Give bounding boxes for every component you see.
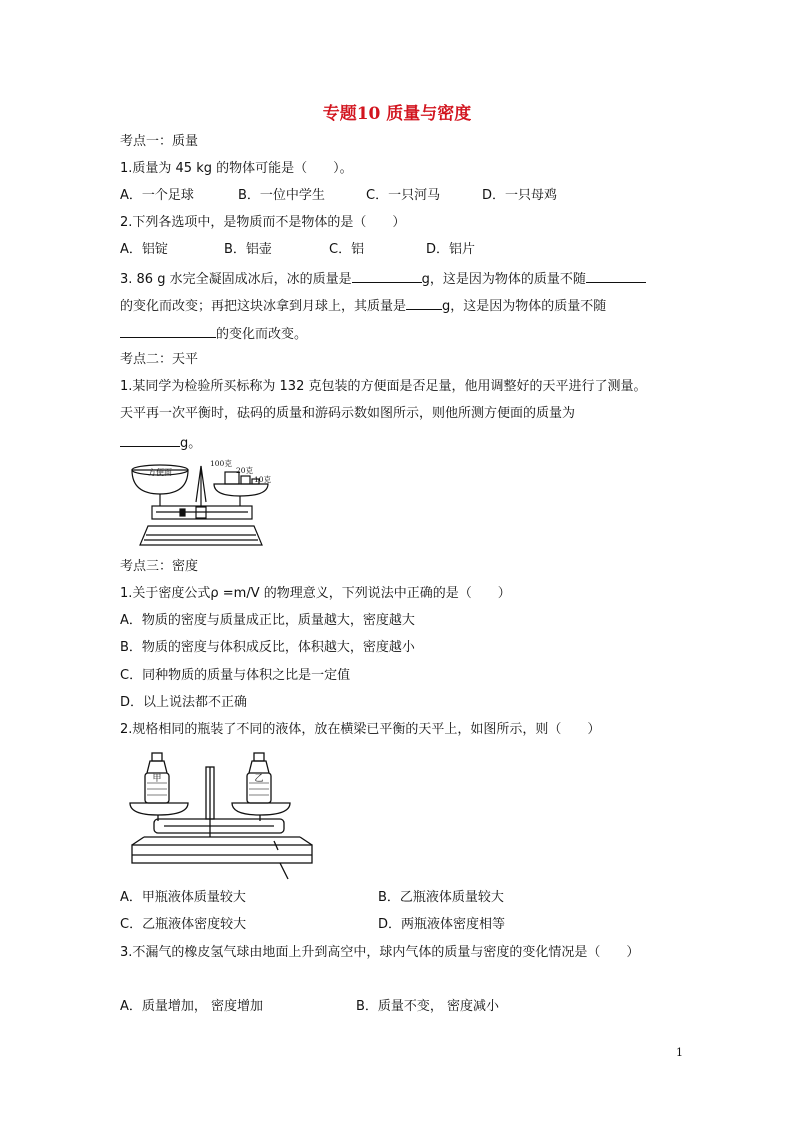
option-a: A．一个足球 xyxy=(120,188,194,203)
pan-label: 方便面 xyxy=(148,468,172,477)
question-text: 1.关于密度公式ρ =m/V 的物理意义，下列说法中正确的是（ ） xyxy=(120,586,511,601)
question-text: g，这是因为物体的质量不随 xyxy=(421,272,586,287)
question-line xyxy=(120,434,201,452)
option-d: D．两瓶液体密度相等 xyxy=(378,917,506,932)
question-text: g。 xyxy=(180,436,202,451)
option-a: A．物质的密度与质量成正比，质量越大，密度越大 xyxy=(120,613,415,628)
balance-noodles-figure xyxy=(122,456,282,551)
bottle-label-yi: 乙 xyxy=(254,774,264,784)
option-b: B．铝壶 xyxy=(224,242,272,257)
answer-blank xyxy=(406,297,442,310)
question-line xyxy=(120,325,307,343)
option-c: C．铝 xyxy=(329,242,365,257)
option-d: D．以上说法都不正确 xyxy=(120,695,248,710)
page-number: 1 xyxy=(676,1046,683,1059)
option-c: C．乙瓶液体密度较大 xyxy=(120,917,247,932)
left-pan xyxy=(130,803,188,815)
bottle-label-jia: 甲 xyxy=(152,774,162,784)
option-a: A．质量增加， 密度增加 xyxy=(120,999,264,1014)
answer-blank xyxy=(586,270,646,283)
answer-blank xyxy=(352,270,422,283)
option-b: B．乙瓶液体质量较大 xyxy=(378,890,504,905)
question-text: 3.不漏气的橡皮氢气球由地面上升到高空中，球内气体的质量与密度的变化情况是（ ） xyxy=(120,945,640,960)
question-text: 1.质量为 45 kg 的物体可能是（ ）。 xyxy=(120,161,353,176)
option-a: A．甲瓶液体质量较大 xyxy=(120,890,246,905)
question-text: 1.某同学为检验所买标称为 132 克包装的方便面是否足量，他用调整好的天平进行了测量。 xyxy=(120,379,647,394)
question-text: 的变化而改变；再把这块冰拿到月球上，其质量是 xyxy=(120,299,407,314)
option-b: B．质量不变， 密度减小 xyxy=(356,999,500,1014)
section-heading-density: 考点三：密度 xyxy=(120,559,199,574)
section-heading-mass: 考点一：质量 xyxy=(120,134,199,149)
weight-20g xyxy=(241,476,250,484)
question-text: 2.规格相同的瓶装了不同的液体，放在横梁已平衡的天平上，如图所示，则（ ） xyxy=(120,722,601,737)
answer-blank xyxy=(120,325,216,338)
weight-label: 20克 xyxy=(236,466,254,475)
question-text: g，这是因为物体的质量不随 xyxy=(442,299,607,314)
question-line xyxy=(120,297,606,315)
question-text: 3. 86 g 水完全凝固成冰后，冰的质量是 xyxy=(120,272,352,287)
question-text: 天平再一次平衡时，砝码的质量和游码示数如图所示，则他所测方便面的质量为 xyxy=(120,406,576,421)
answer-blank xyxy=(120,434,180,447)
balance-base xyxy=(132,845,312,863)
rider xyxy=(180,509,185,516)
option-d: D．一只母鸡 xyxy=(482,188,558,203)
section-heading-balance: 考点二：天平 xyxy=(120,352,199,367)
option-d: D．铝片 xyxy=(426,242,476,257)
weight-label: 10克 xyxy=(254,475,272,484)
question-line xyxy=(120,270,646,288)
weight-label: 100克 xyxy=(210,459,232,468)
balance-bottles-figure xyxy=(124,745,320,881)
question-text: 的变化而改变。 xyxy=(216,327,308,342)
option-b: B．物质的密度与体积成反比，体积越大，密度越小 xyxy=(120,640,415,655)
question-text: 2.下列各选项中，是物质而不是物体的是（ ） xyxy=(120,215,406,230)
option-b: B．一位中学生 xyxy=(238,188,325,203)
right-pan xyxy=(214,484,268,496)
document-title: 专题10 质量与密度 xyxy=(322,104,472,124)
option-c: C．同种物质的质量与体积之比是一定值 xyxy=(120,668,351,683)
option-c: C．一只河马 xyxy=(366,188,441,203)
right-pan xyxy=(232,803,290,815)
option-a: A．铝锭 xyxy=(120,242,168,257)
